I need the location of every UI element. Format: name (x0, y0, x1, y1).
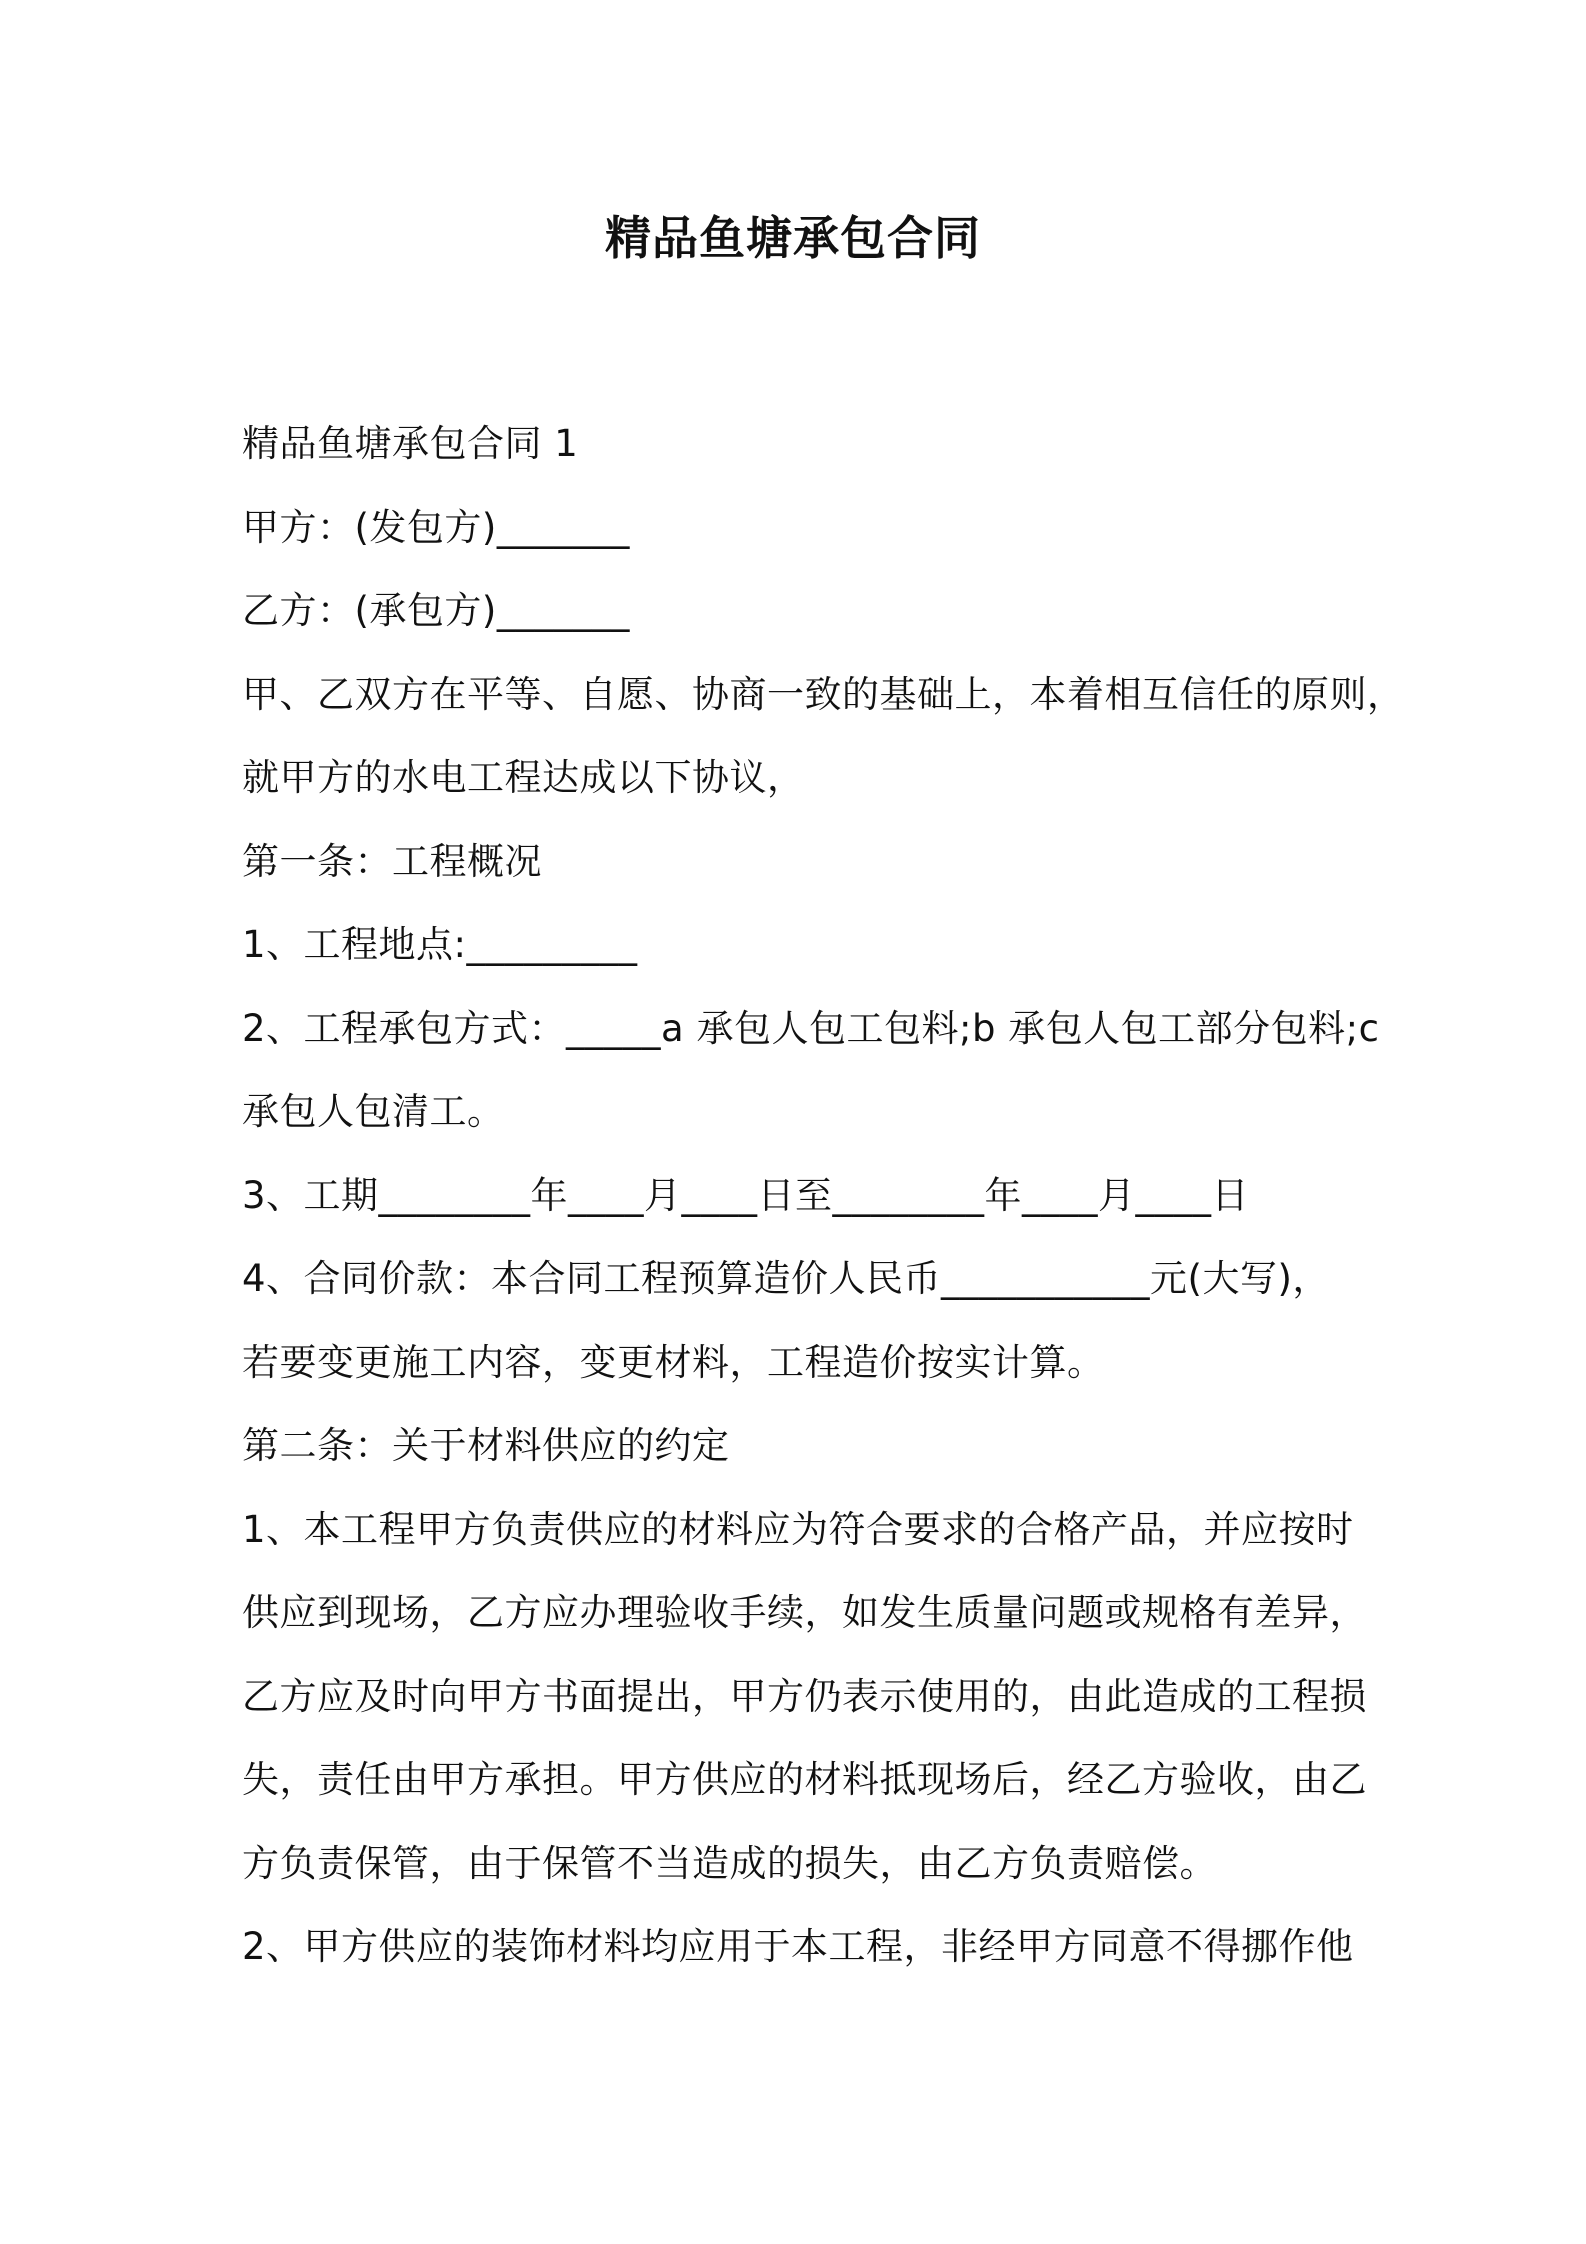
article-1-item-3: 3、工期________年____月____日至________年____月____日 (242, 1173, 1250, 1217)
article-2-item-1-line-2: 供应到现场，乙方应办理验收手续，如发生质量问题或规格有差异， (242, 1591, 1367, 1634)
party-a-line: 甲方：(发包方)_______ (242, 505, 630, 549)
article-2-heading: 第二条：关于材料供应的约定 (242, 1424, 730, 1467)
article-1-item-4: 4、合同价款：本合同工程预算造价人民币___________元(大写)， (242, 1257, 1330, 1300)
article-2-item-1-line-1: 1、本工程甲方负责供应的材料应为符合要求的合格产品，并应按时 (242, 1507, 1354, 1551)
article-2-item-2-line-1: 2、甲方供应的装饰材料均应用于本工程，非经甲方同意不得挪作他 (242, 1925, 1354, 1968)
preamble-line-1: 甲、乙双方在平等、自愿、协商一致的基础上，本着相互信任的原则， (242, 672, 1405, 716)
article-1-item-2-cont: 承包人包清工。 (242, 1090, 505, 1133)
party-b-line: 乙方：(承包方)_______ (242, 589, 630, 632)
article-2-item-1-line-4: 失，责任由甲方承担。甲方供应的材料抵现场后，经乙方验收，由乙 (242, 1758, 1367, 1801)
preamble-line-2: 就甲方的水电工程达成以下协议， (242, 756, 805, 799)
article-2-item-1-line-3: 乙方应及时向甲方书面提出，甲方仍表示使用的，由此造成的工程损 (242, 1674, 1367, 1718)
article-1-item-2: 2、工程承包方式：_____a 承包人包工包料;b 承包人包工部分包料;c (242, 1006, 1380, 1050)
article-1-item-4-cont: 若要变更施工内容，变更材料，工程造价按实计算。 (242, 1340, 1105, 1384)
document-body (242, 402, 1405, 1989)
document-title: 精品鱼塘承包合同 (605, 211, 981, 265)
article-1-item-1: 1、工程地点:_________ (242, 923, 638, 966)
article-1-heading: 第一条：工程概况 (242, 839, 542, 883)
article-2-item-1-line-5: 方负责保管，由于保管不当造成的损失，由乙方负责赔偿。 (242, 1841, 1217, 1885)
contract-subtitle: 精品鱼塘承包合同 1 (242, 422, 579, 465)
